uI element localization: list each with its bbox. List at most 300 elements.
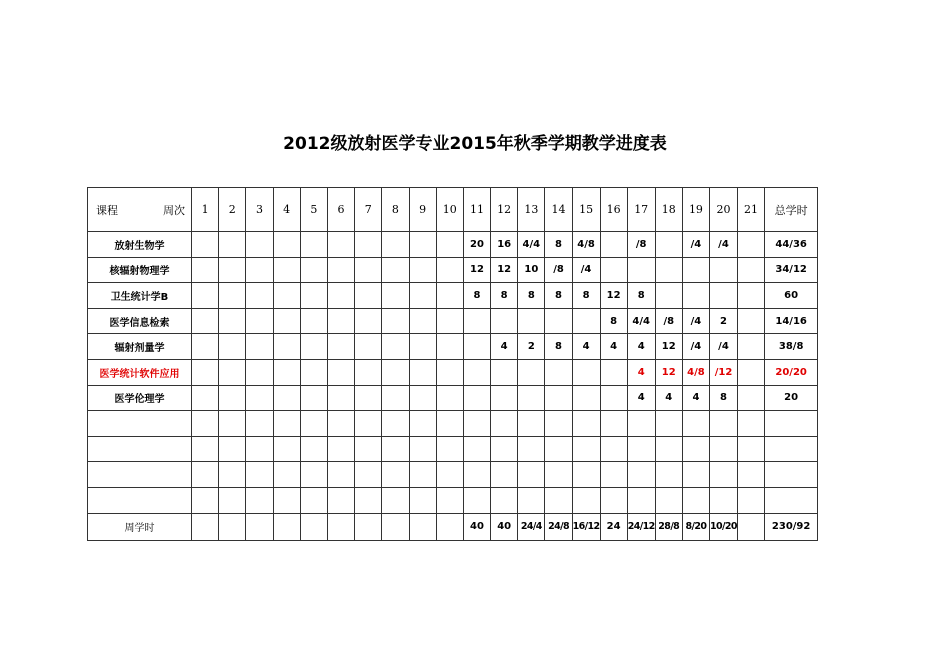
week-cell — [327, 436, 354, 462]
week-cell — [600, 385, 627, 411]
weekly-hours-cell — [355, 513, 382, 540]
week-cell — [273, 232, 300, 258]
week-cell — [382, 487, 409, 513]
week-header-21: 21 — [737, 188, 764, 232]
week-cell — [518, 385, 545, 411]
weekly-hours-cell: 10/20 — [710, 513, 738, 540]
weekly-hours-cell — [737, 513, 764, 540]
table-row — [88, 462, 818, 488]
week-cell — [327, 359, 354, 385]
week-cell: /8 — [545, 257, 572, 283]
week-cell: /4 — [682, 308, 709, 334]
week-cell — [436, 462, 463, 488]
weekly-hours-cell — [327, 513, 354, 540]
week-cell — [463, 411, 490, 437]
week-cell — [273, 385, 300, 411]
week-cell — [355, 359, 382, 385]
week-cell — [409, 462, 436, 488]
week-cell: 4 — [627, 359, 655, 385]
week-cell — [219, 411, 246, 437]
week-cell — [327, 385, 354, 411]
week-header-6: 6 — [327, 188, 354, 232]
course-name: 核辐射物理学 — [88, 257, 192, 283]
week-header-14: 14 — [545, 188, 572, 232]
week-cell — [192, 232, 219, 258]
course-name — [88, 487, 192, 513]
header-corner — [88, 202, 191, 218]
weekly-hours-cell — [246, 513, 273, 540]
week-cell — [246, 334, 273, 360]
row-total: 44/36 — [765, 232, 818, 258]
week-cell: 4 — [491, 334, 518, 360]
week-cell — [545, 462, 572, 488]
week-cell — [463, 436, 490, 462]
week-cell — [192, 385, 219, 411]
week-cell — [355, 411, 382, 437]
row-total: 20/20 — [765, 359, 818, 385]
course-name: 医学统计软件应用 — [88, 359, 192, 385]
week-cell — [491, 436, 518, 462]
week-cell: /4 — [682, 334, 709, 360]
table-row — [88, 385, 818, 411]
week-cell — [436, 232, 463, 258]
week-cell — [655, 232, 682, 258]
week-cell: 10 — [518, 257, 545, 283]
row-total — [765, 462, 818, 488]
week-cell: 4 — [627, 385, 655, 411]
week-cell — [355, 334, 382, 360]
week-cell — [627, 487, 655, 513]
week-cell — [737, 359, 764, 385]
week-cell — [655, 283, 682, 309]
week-cell — [327, 487, 354, 513]
weekly-hours-cell: 40 — [463, 513, 490, 540]
week-cell: 8 — [545, 334, 572, 360]
week-header-19: 19 — [682, 188, 709, 232]
week-cell — [682, 436, 709, 462]
week-cell: /8 — [655, 308, 682, 334]
week-cell — [300, 283, 327, 309]
course-name: 放射生物学 — [88, 232, 192, 258]
week-cell — [219, 359, 246, 385]
week-cell — [300, 308, 327, 334]
week-cell: 8 — [518, 283, 545, 309]
week-cell — [737, 385, 764, 411]
weekly-hours-cell — [273, 513, 300, 540]
week-cell — [545, 385, 572, 411]
week-cell — [682, 462, 709, 488]
week-cell — [710, 487, 738, 513]
week-cell: 8 — [463, 283, 490, 309]
week-cell — [518, 462, 545, 488]
week-cell — [518, 308, 545, 334]
week-cell — [273, 359, 300, 385]
week-cell — [300, 487, 327, 513]
total-hours-header: 总学时 — [765, 188, 818, 232]
week-cell: 12 — [600, 283, 627, 309]
week-cell — [246, 385, 273, 411]
week-cell — [382, 257, 409, 283]
week-cell — [273, 462, 300, 488]
week-cell — [463, 359, 490, 385]
week-cell — [463, 462, 490, 488]
week-cell — [355, 385, 382, 411]
week-cell — [273, 436, 300, 462]
row-total: 60 — [765, 283, 818, 309]
week-cell: 12 — [491, 257, 518, 283]
week-cell — [737, 257, 764, 283]
week-cell: 4 — [627, 334, 655, 360]
week-cell: 4 — [682, 385, 709, 411]
week-cell — [436, 411, 463, 437]
week-cell — [327, 462, 354, 488]
week-cell — [382, 283, 409, 309]
week-cell — [409, 334, 436, 360]
week-cell — [491, 385, 518, 411]
week-cell: 8 — [710, 385, 738, 411]
week-header-8: 8 — [382, 188, 409, 232]
week-cell — [273, 487, 300, 513]
week-cell — [300, 436, 327, 462]
week-cell — [327, 411, 354, 437]
week-header-1: 1 — [192, 188, 219, 232]
week-cell — [436, 487, 463, 513]
page-title: 2012级放射医学专业2015年秋季学期教学进度表 — [283, 134, 667, 154]
week-cell — [600, 487, 627, 513]
week-cell — [300, 462, 327, 488]
week-cell: 8 — [627, 283, 655, 309]
week-cell — [710, 436, 738, 462]
week-cell — [572, 411, 600, 437]
week-cell — [463, 487, 490, 513]
schedule-table — [87, 187, 818, 541]
week-cell — [192, 283, 219, 309]
week-cell: 8 — [491, 283, 518, 309]
week-cell — [219, 487, 246, 513]
row-total — [765, 487, 818, 513]
week-cell — [273, 257, 300, 283]
week-cell — [300, 334, 327, 360]
week-cell — [327, 334, 354, 360]
weekly-hours-cell: 28/8 — [655, 513, 682, 540]
week-cell: 12 — [655, 334, 682, 360]
week-header-20: 20 — [710, 188, 738, 232]
week-cell: /8 — [627, 232, 655, 258]
week-cell: 2 — [710, 308, 738, 334]
week-cell — [219, 462, 246, 488]
week-header-2: 2 — [219, 188, 246, 232]
week-cell: 4 — [600, 334, 627, 360]
week-cell — [545, 308, 572, 334]
row-total — [765, 436, 818, 462]
week-cell: 4/8 — [572, 232, 600, 258]
week-cell — [436, 436, 463, 462]
week-header-13: 13 — [518, 188, 545, 232]
week-cell — [409, 283, 436, 309]
week-cell — [355, 436, 382, 462]
week-cell — [355, 283, 382, 309]
course-name — [88, 411, 192, 437]
week-cell — [463, 308, 490, 334]
week-cell: /4 — [710, 232, 738, 258]
week-cell — [409, 359, 436, 385]
week-cell — [737, 308, 764, 334]
week-cell: 4 — [655, 385, 682, 411]
week-cell — [382, 308, 409, 334]
week-cell — [600, 232, 627, 258]
week-cell — [436, 334, 463, 360]
week-cell — [600, 462, 627, 488]
weekly-hours-cell: 24 — [600, 513, 627, 540]
week-cell — [436, 385, 463, 411]
week-cell: 4/4 — [627, 308, 655, 334]
week-cell — [355, 308, 382, 334]
week-cell — [627, 411, 655, 437]
weekly-hours-cell: 24/12 — [627, 513, 655, 540]
week-cell — [192, 487, 219, 513]
week-cell: 8 — [545, 283, 572, 309]
weekly-hours-cell: 24/4 — [518, 513, 545, 540]
course-label: 课程 — [96, 203, 118, 217]
week-cell — [737, 487, 764, 513]
week-cell — [600, 436, 627, 462]
week-cell — [463, 385, 490, 411]
week-cell: /12 — [710, 359, 738, 385]
week-cell — [682, 487, 709, 513]
table-row — [88, 487, 818, 513]
week-cell — [382, 436, 409, 462]
weekly-hours-cell — [382, 513, 409, 540]
week-cell — [491, 462, 518, 488]
week-cell — [219, 308, 246, 334]
week-cell — [682, 411, 709, 437]
week-cell — [409, 411, 436, 437]
week-cell — [246, 462, 273, 488]
week-cell — [518, 487, 545, 513]
week-cell — [192, 436, 219, 462]
week-cell — [436, 283, 463, 309]
week-cell: 16 — [491, 232, 518, 258]
weekly-hours-total: 230/92 — [765, 513, 818, 540]
week-cell — [682, 283, 709, 309]
week-header-11: 11 — [463, 188, 490, 232]
week-cell — [246, 308, 273, 334]
week-cell: /4 — [682, 232, 709, 258]
weekly-hours-cell: 8/20 — [682, 513, 709, 540]
week-cell — [382, 462, 409, 488]
week-header-5: 5 — [300, 188, 327, 232]
week-cell — [491, 359, 518, 385]
week-header-9: 9 — [409, 188, 436, 232]
table-row — [88, 359, 818, 385]
week-cell — [436, 359, 463, 385]
weekly-hours-cell — [219, 513, 246, 540]
course-name: 医学信息检索 — [88, 308, 192, 334]
week-cell — [355, 232, 382, 258]
week-cell — [300, 385, 327, 411]
week-cell — [655, 462, 682, 488]
week-cell — [219, 385, 246, 411]
week-cell — [300, 411, 327, 437]
week-cell — [382, 385, 409, 411]
week-cell — [545, 359, 572, 385]
week-cell — [382, 334, 409, 360]
week-cell — [572, 385, 600, 411]
table-row — [88, 411, 818, 437]
week-cell: /4 — [710, 334, 738, 360]
week-cell — [409, 232, 436, 258]
week-cell — [382, 411, 409, 437]
course-name: 卫生统计学B — [88, 283, 192, 309]
week-cell — [409, 385, 436, 411]
week-cell — [246, 487, 273, 513]
week-cell — [491, 308, 518, 334]
week-cell — [273, 411, 300, 437]
week-cell — [737, 232, 764, 258]
week-cell — [518, 411, 545, 437]
week-cell — [273, 334, 300, 360]
week-cell — [327, 308, 354, 334]
week-cell — [246, 411, 273, 437]
row-total: 14/16 — [765, 308, 818, 334]
weekly-hours-cell: 40 — [491, 513, 518, 540]
week-cell — [518, 359, 545, 385]
week-cell — [545, 436, 572, 462]
table-row — [88, 283, 818, 309]
week-cell — [710, 257, 738, 283]
week-cell — [355, 462, 382, 488]
week-cell — [572, 436, 600, 462]
weekly-hours-label: 周学时 — [88, 513, 192, 540]
row-total: 34/12 — [765, 257, 818, 283]
week-cell — [219, 257, 246, 283]
week-cell: 12 — [463, 257, 490, 283]
week-header-18: 18 — [655, 188, 682, 232]
week-cell — [246, 436, 273, 462]
week-cell — [572, 462, 600, 488]
week-cell — [409, 257, 436, 283]
week-cell — [246, 232, 273, 258]
week-cell — [192, 257, 219, 283]
week-cell — [409, 436, 436, 462]
week-cell — [409, 308, 436, 334]
week-cell — [219, 283, 246, 309]
week-cell — [192, 411, 219, 437]
week-cell — [572, 487, 600, 513]
week-cell — [273, 283, 300, 309]
week-cell — [192, 334, 219, 360]
week-cell — [219, 436, 246, 462]
table-row — [88, 334, 818, 360]
course-name: 医学伦理学 — [88, 385, 192, 411]
week-cell — [737, 462, 764, 488]
week-cell — [491, 487, 518, 513]
header-course-week-cell — [88, 188, 192, 232]
course-name: 辐射剂量学 — [88, 334, 192, 360]
week-cell: 8 — [600, 308, 627, 334]
week-cell — [436, 257, 463, 283]
week-cell — [327, 257, 354, 283]
week-cell — [655, 411, 682, 437]
week-cell — [737, 411, 764, 437]
week-header-7: 7 — [355, 188, 382, 232]
week-cell — [355, 257, 382, 283]
week-cell — [300, 257, 327, 283]
week-cell — [192, 308, 219, 334]
week-label: 周次 — [163, 203, 185, 217]
table-row — [88, 232, 818, 258]
week-cell — [518, 436, 545, 462]
weekly-hours-cell — [409, 513, 436, 540]
week-cell — [710, 283, 738, 309]
week-cell — [627, 462, 655, 488]
table-row — [88, 308, 818, 334]
weekly-hours-cell — [300, 513, 327, 540]
week-header-17: 17 — [627, 188, 655, 232]
week-cell — [737, 436, 764, 462]
row-total: 20 — [765, 385, 818, 411]
weekly-hours-cell: 24/8 — [545, 513, 572, 540]
week-cell — [382, 232, 409, 258]
week-cell — [327, 232, 354, 258]
week-cell: 2 — [518, 334, 545, 360]
week-cell: 20 — [463, 232, 490, 258]
weekly-hours-row — [88, 513, 818, 540]
week-cell — [300, 359, 327, 385]
week-header-15: 15 — [572, 188, 600, 232]
week-cell — [737, 283, 764, 309]
week-header-12: 12 — [491, 188, 518, 232]
week-cell — [545, 487, 572, 513]
week-cell — [572, 359, 600, 385]
week-cell — [737, 334, 764, 360]
week-header-10: 10 — [436, 188, 463, 232]
week-cell — [219, 232, 246, 258]
table-row — [88, 257, 818, 283]
week-cell — [710, 462, 738, 488]
course-name — [88, 436, 192, 462]
week-cell: /4 — [572, 257, 600, 283]
week-cell: 8 — [572, 283, 600, 309]
week-cell — [246, 257, 273, 283]
week-cell — [600, 359, 627, 385]
week-cell — [246, 283, 273, 309]
week-cell — [409, 487, 436, 513]
week-cell — [382, 359, 409, 385]
weekly-hours-cell — [192, 513, 219, 540]
week-cell — [710, 411, 738, 437]
week-cell — [273, 308, 300, 334]
week-cell — [436, 308, 463, 334]
weekly-hours-cell: 16/12 — [572, 513, 600, 540]
week-cell — [192, 462, 219, 488]
week-cell — [300, 232, 327, 258]
week-header-16: 16 — [600, 188, 627, 232]
header-row — [88, 188, 818, 232]
week-cell — [572, 308, 600, 334]
week-cell — [355, 487, 382, 513]
week-cell — [600, 257, 627, 283]
week-cell — [600, 411, 627, 437]
week-cell: 4 — [572, 334, 600, 360]
week-cell: 4/8 — [682, 359, 709, 385]
week-cell: 12 — [655, 359, 682, 385]
week-cell — [246, 359, 273, 385]
week-header-4: 4 — [273, 188, 300, 232]
weekly-hours-cell — [436, 513, 463, 540]
week-header-3: 3 — [246, 188, 273, 232]
week-cell — [192, 359, 219, 385]
